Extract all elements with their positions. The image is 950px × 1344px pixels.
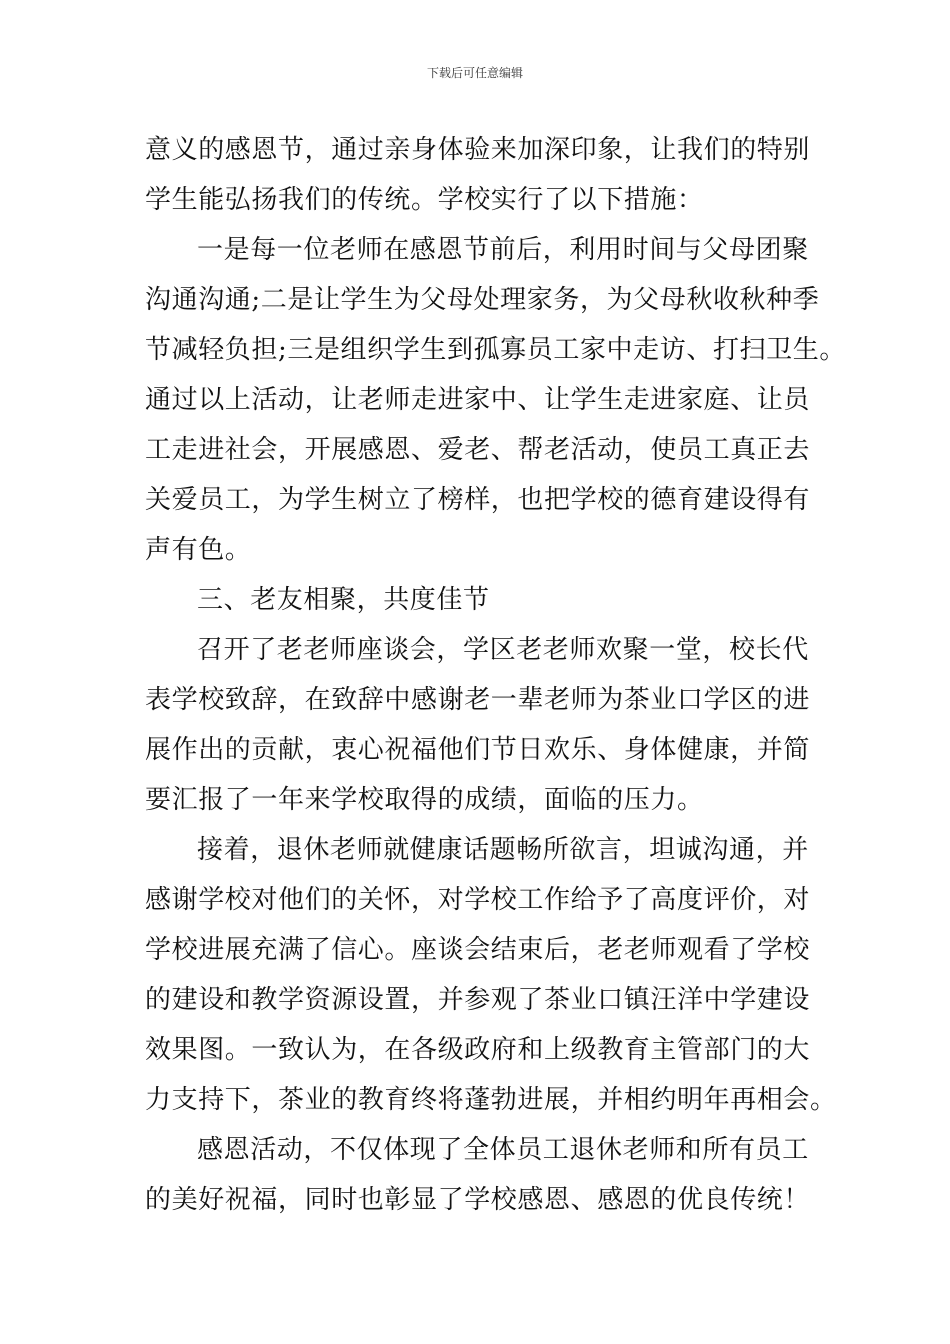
text-line: 节减轻负担;三是组织学生到孤寡员工家中走访、打扫卫生。: [145, 335, 846, 365]
text-line: 力支持下，茶业的教育终将蓬勃进展，并相约明年再相会。: [145, 1085, 837, 1115]
text-line: 关爱员工，为学生树立了榜样，也把学校的德育建设得有: [145, 485, 811, 515]
paragraph-start-line: 感恩活动，不仅体现了全体员工退休老师和所有员工: [197, 1135, 809, 1165]
text-line: 的建设和教学资源设置，并参观了茶业口镇汪洋中学建设: [145, 985, 811, 1015]
text-line: 表学校致辞，在致辞中感谢老一辈老师为茶业口学区的进: [145, 685, 811, 715]
paragraph-start-line: 接着，退休老师就健康话题畅所欲言，坦诚沟通，并: [197, 835, 809, 865]
text-line: 的美好祝福，同时也彰显了学校感恩、感恩的优良传统！: [145, 1185, 811, 1215]
document-body: [145, 125, 846, 1225]
page-header: 下载后可任意编辑: [426, 66, 523, 80]
paragraph-start-line: 召开了老老师座谈会，学区老老师欢聚一堂，校长代: [197, 635, 809, 665]
text-line: 学生能弘扬我们的传统。学校实行了以下措施：: [145, 185, 704, 215]
section-heading: 三、老友相聚，共度佳节: [197, 585, 490, 615]
text-line: 意义的感恩节，通过亲身体验来加深印象，让我们的特别: [145, 135, 811, 165]
text-line: 工走进社会，开展感恩、爱老、帮老活动，使员工真正去: [145, 435, 811, 465]
text-line: 学校进展充满了信心。座谈会结束后，老老师观看了学校: [145, 935, 811, 965]
text-line: 沟通沟通;二是让学生为父母处理家务，为父母秋收秋种季: [145, 285, 820, 315]
text-line: 要汇报了一年来学校取得的成绩，面临的压力。: [145, 785, 704, 815]
paragraph-start-line: 一是每一位老师在感恩节前后，利用时间与父母团聚: [197, 235, 809, 265]
text-line: 效果图。一致认为，在各级政府和上级教育主管部门的大: [145, 1035, 811, 1065]
text-line: 展作出的贡献，衷心祝福他们节日欢乐、身体健康，并简: [145, 735, 811, 765]
text-line: 感谢学校对他们的关怀，对学校工作给予了高度评价，对: [145, 885, 811, 915]
text-line: 声有色。: [145, 535, 252, 565]
text-line: 通过以上活动，让老师走进家中、让学生走进家庭、让员: [145, 385, 811, 415]
